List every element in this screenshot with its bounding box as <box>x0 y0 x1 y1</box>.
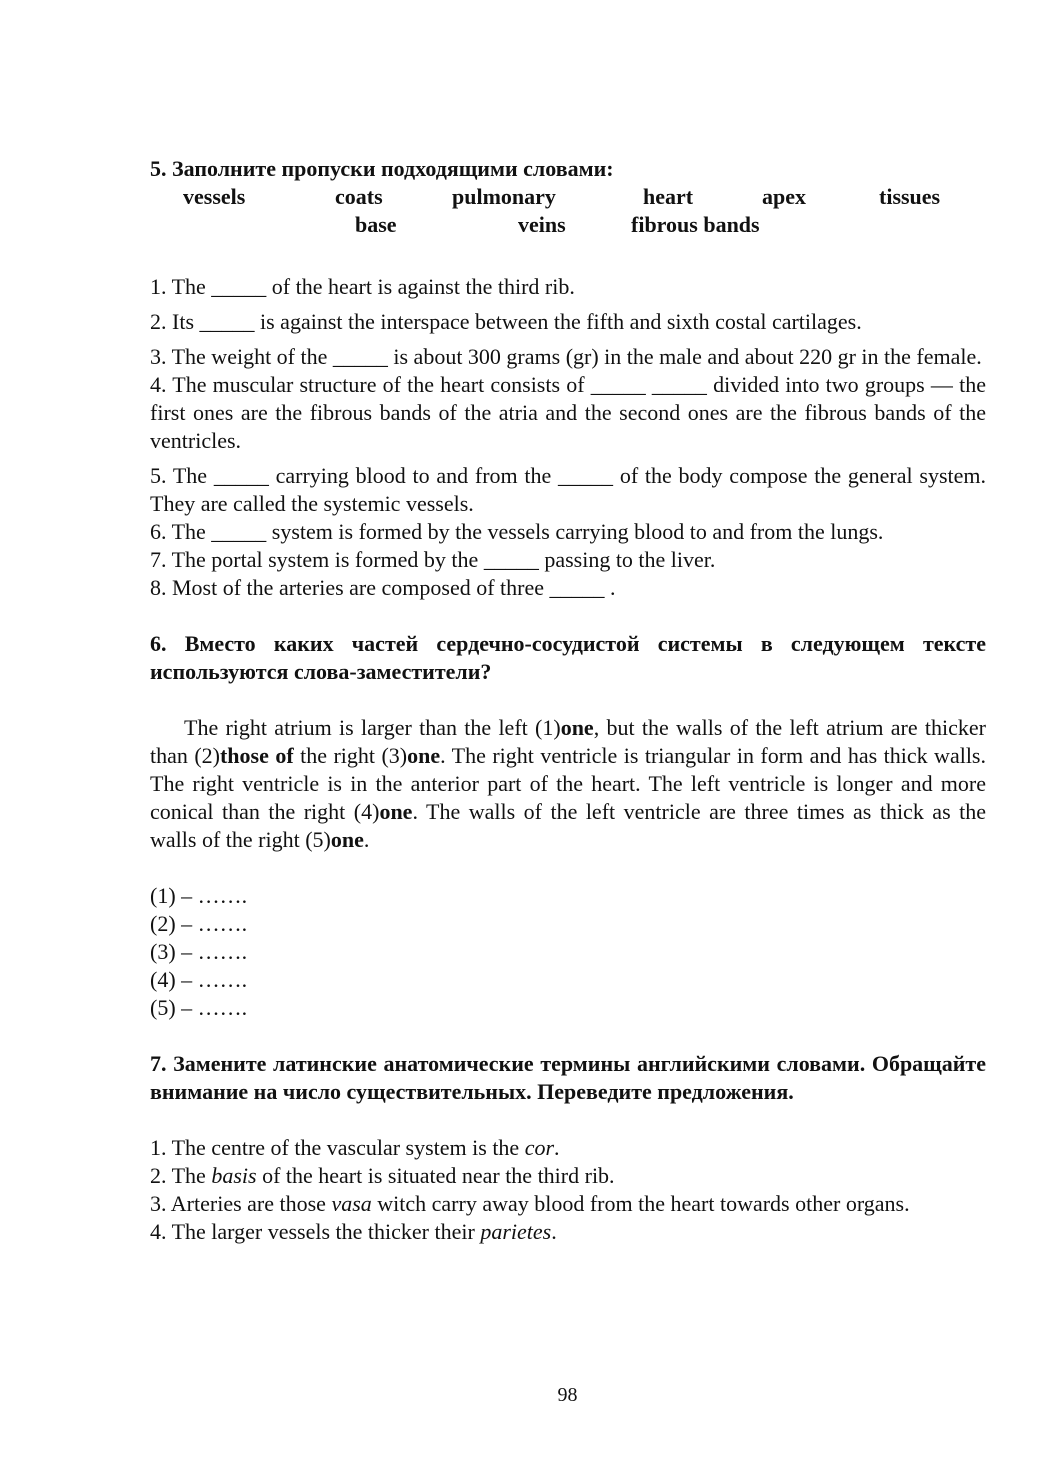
answer-line: (1) – ……. <box>150 883 248 908</box>
answer-line: (5) – ……. <box>150 995 248 1020</box>
text-run: . <box>551 1219 557 1244</box>
text-run: the right (3) <box>293 743 408 768</box>
text-run: . The walls of the left ventricle are three times as thick as the walls of the right (5) <box>150 799 986 852</box>
latin-term: vasa <box>331 1191 372 1216</box>
text-run: The right atrium is larger than the left (1) <box>184 715 561 740</box>
word-base: base <box>355 212 397 237</box>
answer-line: (3) – ……. <box>150 939 248 964</box>
text-run: 1. The centre of the vascular system is the <box>150 1135 525 1160</box>
word-bank-row-2 <box>150 211 986 239</box>
word-coats: coats <box>335 184 383 209</box>
text-run: 2. The <box>150 1163 212 1188</box>
latin-term: parietes <box>480 1219 552 1244</box>
exercise-7-heading: 7. Замените латинские анатомические термины английскими словами. Обращайте внимание на число существительных. Переведите предложения. <box>150 1051 986 1104</box>
word-apex: apex <box>762 184 806 209</box>
list-item <box>150 1162 986 1190</box>
text-run: 3. Arteries are those <box>150 1191 332 1216</box>
text-run: , but the walls of the left atrium are thicker than (2) <box>150 715 986 768</box>
text-run: . The right ventricle is triangular in form and has thick walls. The right ventricle is in the anterior part of the heart. The left ventricle is longer and more conical than the right (4) <box>150 743 986 824</box>
exercise-6-answers <box>150 882 986 1022</box>
word-heart: heart <box>643 184 694 209</box>
exercise-5-items <box>150 273 986 602</box>
word-pulmonary: pulmonary <box>452 184 556 209</box>
page-content <box>150 155 986 1246</box>
list-item: 3. The weight of the _____ is about 300 grams (gr) in the male and about 220 gr in the female. <box>150 344 982 369</box>
list-item: 6. The _____ system is formed by the vessels carrying blood to and from the lungs. <box>150 519 884 544</box>
list-item: 4. The muscular structure of the heart consists of _____ _____ divided into two groups — the first ones are the fibrous bands of the atria and the second ones are the fibrous bands of the ventricles. <box>150 372 986 453</box>
latin-term: basis <box>211 1163 257 1188</box>
word-fibrous-bands: fibrous bands <box>631 212 760 237</box>
text-run: . <box>363 827 370 852</box>
text-run: of the heart is situated near the third rib. <box>256 1163 615 1188</box>
exercise-6-paragraph <box>150 714 986 854</box>
exercise-5-heading: 5. Заполните пропуски подходящими словами: <box>150 156 614 181</box>
text-run: witch carry away blood from the heart towards other organs. <box>371 1191 910 1216</box>
word-veins: veins <box>518 212 566 237</box>
list-item: 5. The _____ carrying blood to and from the _____ of the body compose the general system. They are called the systemic vessels. <box>150 463 986 516</box>
page-number: 98 <box>557 1384 578 1406</box>
word-bank-row-1 <box>150 183 986 211</box>
exercise-7-items <box>150 1134 986 1246</box>
word-vessels: vessels <box>183 184 246 209</box>
text-run: . <box>554 1135 560 1160</box>
list-item <box>150 1190 986 1218</box>
list-item: 1. The _____ of the heart is against the third rib. <box>150 274 575 299</box>
text-run: 4. The larger vessels the thicker their <box>150 1219 481 1244</box>
list-item: 7. The portal system is formed by the _____ passing to the liver. <box>150 547 716 572</box>
list-item <box>150 1134 986 1162</box>
substitute-word: one <box>379 799 413 824</box>
list-item: 2. Its _____ is against the interspace between the fifth and sixth costal cartilages. <box>150 309 862 334</box>
substitute-word: one <box>560 715 594 740</box>
latin-term: cor <box>524 1135 555 1160</box>
answer-line: (4) – ……. <box>150 967 248 992</box>
exercise-6-heading: 6. Вместо каких частей сердечно-сосудистой системы в следующем тексте используются слова-заместители? <box>150 631 986 684</box>
list-item <box>150 1218 986 1246</box>
word-tissues: tissues <box>879 184 941 209</box>
answer-line: (2) – ……. <box>150 911 248 936</box>
substitute-word: one <box>407 743 441 768</box>
substitute-word: those of <box>219 743 294 768</box>
list-item: 8. Most of the arteries are composed of three _____ . <box>150 575 616 600</box>
substitute-word: one <box>330 827 364 852</box>
